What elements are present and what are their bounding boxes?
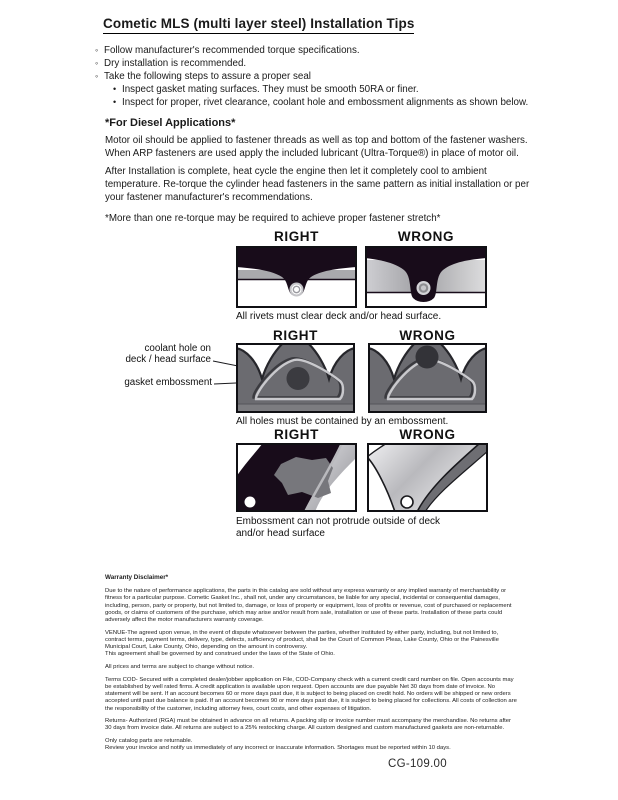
bullet-icon	[113, 83, 122, 96]
legal-paragraph: Only catalog parts are returnable.	[105, 738, 193, 745]
caption-line: and/or head surface	[236, 527, 325, 539]
legal-paragraph: All prices and terms are subject to change without notice.	[105, 664, 254, 671]
right-label: RIGHT	[273, 328, 318, 343]
retorque-note: *More than one re-torque may be required to achieve proper fastener stretch*	[105, 213, 441, 224]
list-item	[95, 57, 540, 70]
protrusion-caption	[236, 516, 466, 539]
rivet-right-illustration	[236, 246, 357, 308]
page-number: CG-109.00	[388, 758, 447, 770]
installation-tips-list	[95, 44, 540, 109]
embossment-right-illustration	[236, 343, 355, 413]
rivet-wrong-illustration	[365, 246, 487, 308]
right-label: RIGHT	[274, 229, 319, 244]
legal-paragraph: This agreement shall be governed by and construed under the laws of the State of Ohio.	[105, 651, 335, 658]
bullet-icon	[95, 44, 104, 57]
embossment-right-diagram	[236, 343, 355, 413]
legal-paragraph: Terms COD- Secured with a completed dealer/jobber application on File, COD-Company check with a current credit card number on file. Open accounts may be established by well rated firms. A credit application is available upon request. Open accounts are due payable Net 30 days from date of invoice. No statement will be sent. If an account becomes 60 or more days past due, it is subject to being placed on credit hold. No orders will be shipped or new orders accepted until past due balance is paid. If an account becomes 90 or more days past due, it is subject to being placed for collections. All costs of collection are the responsibility of the customer, including attorney fees, court costs, and other expenses of litigation.	[105, 676, 517, 712]
rivet-right-diagram	[236, 246, 357, 308]
page-title: Cometic MLS (multi layer steel) Installation Tips	[103, 16, 414, 34]
tip-text: Inspect gasket mating surfaces. They must be smooth 50RA or finer.	[122, 84, 419, 95]
legal-paragraph: Review your invoice and notify us immediately of any incorrect or inaccurate information. Shortages must be reported within 10 days.	[105, 745, 451, 752]
coolant-hole-annotation	[108, 344, 211, 365]
diesel-heading: *For Diesel Applications*	[105, 117, 236, 129]
tip-text: Dry installation is recommended.	[104, 58, 247, 69]
protrusion-wrong-diagram	[367, 443, 488, 512]
annotation-line: deck / head surface	[125, 353, 211, 365]
warranty-heading: Warranty Disclaimer*	[105, 574, 169, 581]
diesel-paragraph: Motor oil should be applied to fastener threads as well as top and bottom of the fastener washers. When ARP fasteners are used apply the included lubricant (Ultra-Torque®) in place of motor oil.	[105, 135, 528, 159]
right-label: RIGHT	[274, 427, 319, 442]
embossment-caption: All holes must be contained by an embossment.	[236, 416, 449, 427]
embossment-wrong-diagram	[368, 343, 487, 413]
annotation-line: coolant hole on	[144, 343, 211, 354]
protrusion-wrong-illustration	[367, 443, 488, 512]
diesel-paragraph: After Installation is complete, heat cycle the engine then let it completely cool to ambient temperature. Re-torque the cylinder head fasteners in the same pattern as initial installation or per your fastener manufacturer's recommendations.	[105, 166, 530, 203]
legal-paragraph: Returns- Authorized (RGA) must be obtained in advance on all returns. A packing slip or invoice number must accompany the merchandise. No returns after 30 days from invoice date. All returns are subject to a 25% restocking charge. All custom designed and custom manufactured gaskets are non-returnable.	[105, 718, 512, 732]
bullet-icon	[113, 96, 122, 109]
tip-text: Follow manufacturer's recommended torque specifications.	[104, 45, 360, 56]
gasket-embossment-annotation	[108, 378, 212, 389]
caption-line: Embossment can not protrude outside of deck	[236, 516, 441, 527]
annotation-line: gasket embossment	[124, 377, 212, 388]
legal-paragraph: Due to the nature of performance applications, the parts in this catalog are sold without any express warranty or any implied warranty of merchantability or fitness for a particular purpose. Cometic Gasket Inc., shall not, under any circumstances, be liable for any special, incidental or consequential damages, including, person, party or property, but not limited to, damage, or loss of property or equipment, loss of profits or revenue, cost of purchased or replacement goods, or claims of customers of the purchase, which may arise and/or result from sale, installation or use of these parts. Installation of these parts could adversely affect the motor manufacturers warranty coverage.	[105, 588, 512, 624]
embossment-wrong-illustration	[368, 343, 487, 413]
list-item	[113, 96, 540, 109]
list-item	[113, 83, 540, 96]
protrusion-right-diagram	[236, 443, 357, 512]
tip-text: Inspect for proper, rivet clearance, coolant hole and embossment alignments as shown below.	[122, 97, 529, 108]
list-item	[95, 44, 540, 57]
wrong-label: WRONG	[399, 328, 456, 343]
rivet-caption: All rivets must clear deck and/or head surface.	[236, 311, 442, 322]
wrong-label: WRONG	[397, 229, 455, 244]
warranty-disclaimer-section	[105, 574, 517, 758]
tip-text: Take the following steps to assure a proper seal	[104, 71, 311, 82]
diesel-applications-section	[105, 117, 537, 230]
bullet-icon	[95, 70, 104, 83]
bullet-icon	[95, 57, 104, 70]
wrong-label: WRONG	[399, 427, 456, 442]
rivet-wrong-diagram	[365, 246, 487, 308]
legal-paragraph: VENUE-The agreed upon venue, in the event of dispute whatsoever between the parties, whether instituted by either party, including, but not limited to, contract terms, payment terms, delivery, type, defects, sufficiency of product, shall be the Court of Common Pleas, Lake County, Ohio or the Painesville Municipal Court, Lake County, Ohio, depending on the amount in controversy.	[105, 629, 499, 651]
protrusion-right-illustration	[236, 443, 357, 512]
list-item	[95, 70, 540, 83]
